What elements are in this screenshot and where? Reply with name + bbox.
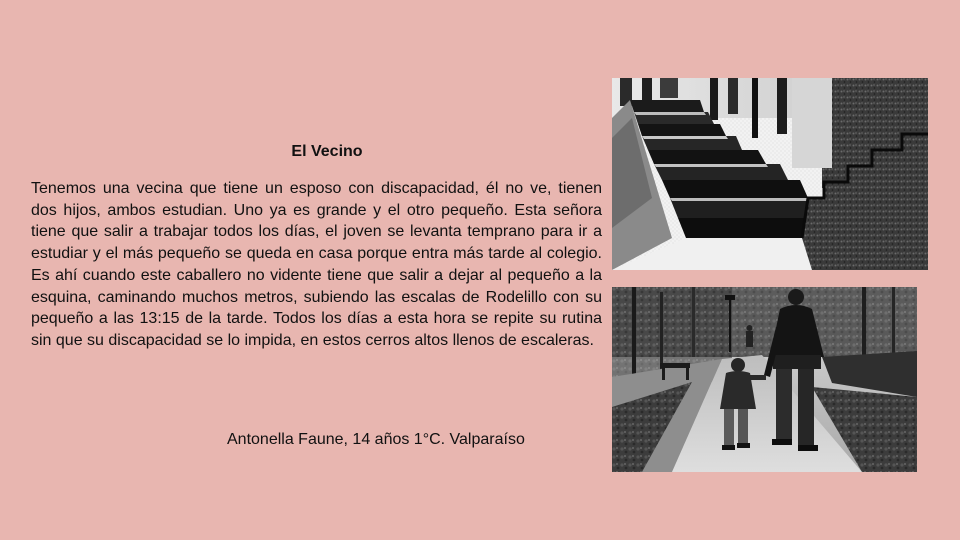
father-son-walk-photo xyxy=(612,287,917,472)
story-paragraph: Tenemos una vecina que tiene un esposo con discapacidad, él no ve, tienen dos hijos, ambos estudian. Uno ya es grande y el otro pequeño. Esta señora tiene que salir a trabajar todos los días, el joven se levanta temprano para ir a estudiar y el más pequeño se queda en casa porque entra más tarde al colegio. Es ahí cuando este caballero no vidente tiene que salir a dejar al pequeño a la esquina, caminando muchos metros, subiendo las escalas de Rodelillo con su pequeño a las 13:15 de la tarde. Todos los días a esta hora se repite su rutina sin que su discapacidad se lo impida, en estos cerros altos llenos de escaleras. xyxy=(31,180,602,349)
document-title: El Vecino xyxy=(291,143,363,160)
stairs-photo xyxy=(612,78,928,270)
author-credit: Antonella Faune, 14 años 1°C. Valparaíso xyxy=(227,431,525,448)
